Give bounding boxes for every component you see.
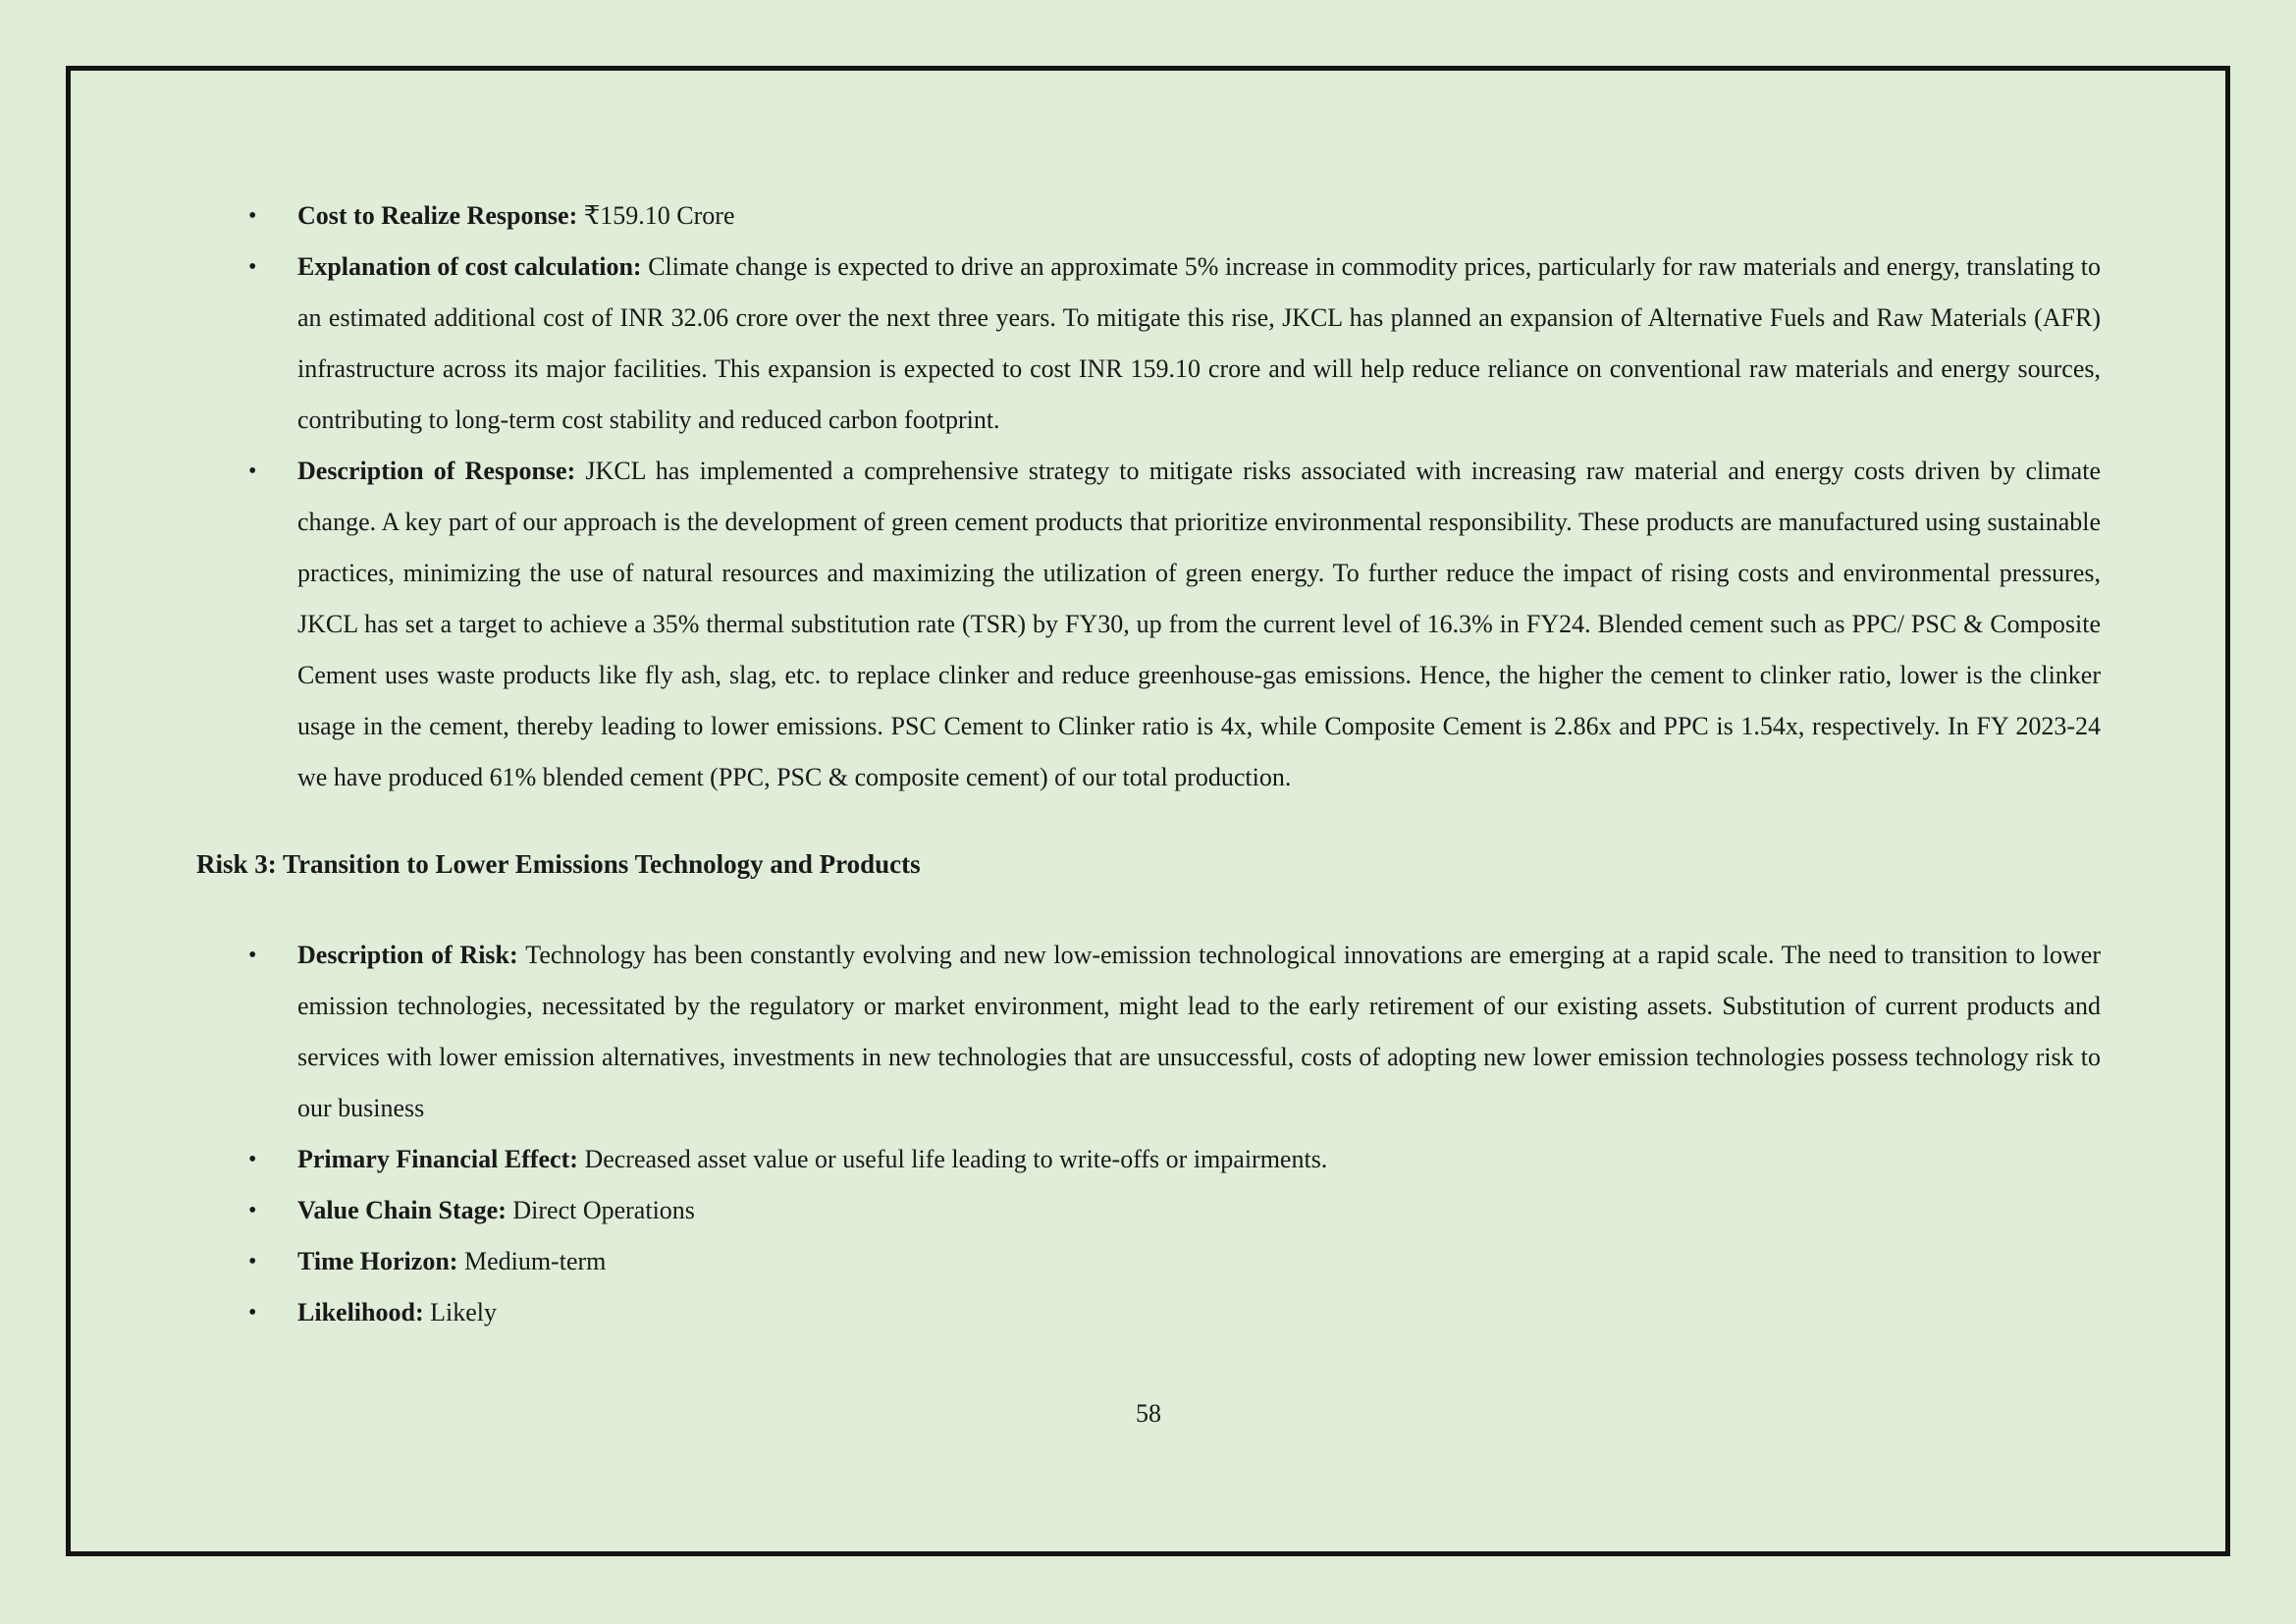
bullet-text: JKCL has implemented a comprehensive strategy to mitigate risks associated with increasing raw material and energy costs driven by climate change. A key part of our approach is the development of green cement products that prioritize environmental responsibility. These products are manufactured using sustainable practices, minimizing the use of natural resources and maximizing the utilization of green energy. To further reduce the impact of rising costs and environmental pressures, JKCL has set a target to achieve a 35% thermal substitution rate (TSR) by FY30, up from the current level of 16.3% in FY24. Blended cement such as PPC/ PSC & Composite Cement uses waste products like fly ash, slag, etc. to replace clinker and reduce greenhouse-gas emissions. Hence, the higher the cement to clinker ratio, lower is the clinker usage in the cement, thereby leading to lower emissions. PSC Cement to Clinker ratio is 4x, while Composite Cement is 2.86x and PPC is 1.54x, respectively. In FY 2023-24 we have produced 61% blended cement (PPC, PSC & composite cement) of our total production. [297,457,2101,791]
bullet-icon: • [248,254,257,280]
bullet-list-risk3 [196,930,2101,1338]
bullet-label: Primary Financial Effect [297,1145,570,1173]
label-separator: : [498,1196,513,1224]
bullet-label: Time Horizon [297,1247,450,1275]
risk3-heading: Risk 3: Transition to Lower Emissions Technology and Products [196,849,921,879]
label-separator: : [509,941,526,969]
bullet-text: Climate change is expected to drive an approximate 5% increase in commodity prices, particularly for raw materials and energy, translating to an estimated additional cost of INR 32.06 crore over the next three years. To mitigate this rise, JKCL has planned an expansion of Alternative Fuels and Raw Materials (AFR) infrastructure across its major facilities. This expansion is expected to cost INR 159.10 crore and will help reduce reliance on conventional raw materials and energy sources, contributing to long-term cost stability and reduced carbon footprint. [297,252,2101,434]
label-separator: : [569,1145,585,1173]
bullet-label: Value Chain Stage [297,1196,499,1224]
list-item [196,1134,2101,1185]
bullet-list-response [196,190,2101,803]
bullet-text: Likely [430,1298,497,1326]
bullet-label: Description of Response [297,457,567,485]
label-separator: : [414,1298,431,1326]
bullet-label: Explanation of cost calculation [297,252,633,281]
list-item [196,1185,2101,1236]
bullet-text: Technology has been constantly evolving and new low-emission technological innovations are emerging at a rapid scale. The need to transition to lower emission technologies, necessitated by the regulatory or market environment, might lead to the early retirement of our existing assets. Substitution of current products and services with lower emission alternatives, investments in new technologies that are unsuccessful, costs of adopting new lower emission technologies possess technology risk to our business [297,941,2102,1122]
list-item [196,1236,2101,1287]
list-item [196,190,2101,242]
list-item [196,242,2101,446]
bullet-icon: • [248,1147,257,1172]
bullet-icon: • [248,203,257,229]
label-separator: : [449,1247,464,1275]
bullet-label: Cost to Realize Response [297,201,569,230]
list-item [196,930,2101,1134]
bullet-label: Description of Risk [297,941,510,969]
list-item [196,1287,2101,1338]
bullet-text: Decreased asset value or useful life leading to write-offs or impairments. [584,1145,1328,1173]
label-separator: : [566,457,586,485]
label-separator: : [632,252,649,281]
bullet-icon: • [248,1300,257,1326]
bullet-icon: • [248,459,257,484]
bullet-icon: • [248,943,257,968]
label-separator: : [568,201,584,230]
bullet-text: Medium-term [463,1247,607,1275]
page-content [196,190,2101,1439]
page-number: 58 [1136,1399,1161,1428]
list-item [196,446,2101,803]
bullet-icon: • [248,1198,257,1223]
bullet-label: Likelihood [297,1298,415,1326]
bullet-text: ₹159.10 Crore [583,201,735,230]
bullet-text: Direct Operations [512,1196,695,1224]
bullet-icon: • [248,1249,257,1274]
page-frame [66,66,2230,1556]
